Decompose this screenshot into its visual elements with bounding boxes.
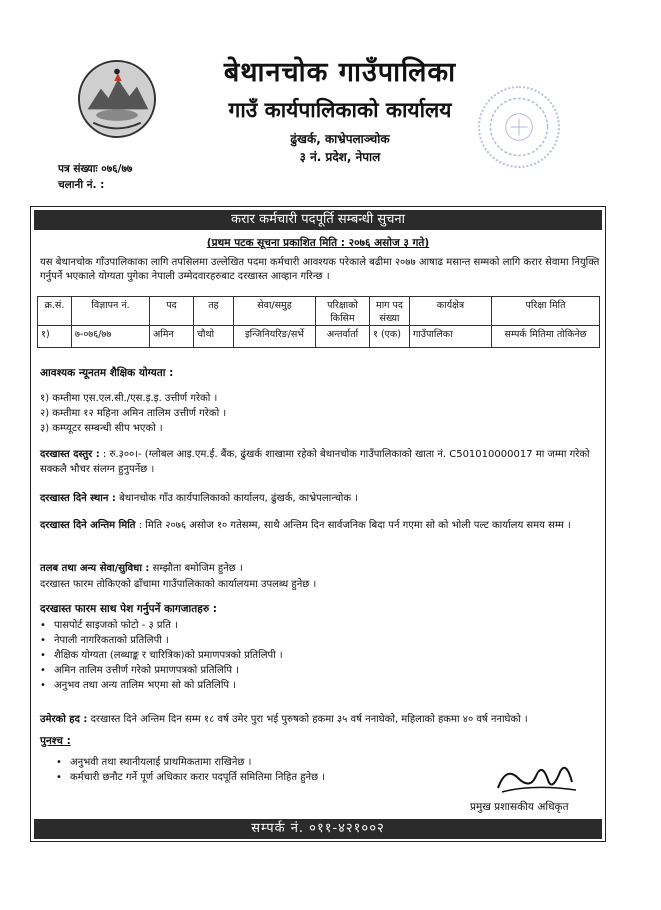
col-serial: क्र.सं. [38, 297, 72, 326]
list-item: • नेपाली नागरिकताको प्रतिलिपी । [40, 635, 169, 646]
deadline-label: दरखास्त दिने अन्तिम मिति [40, 520, 136, 531]
col-level: तह [194, 297, 234, 326]
col-exam-type: परिक्षाको किसिम [316, 297, 370, 326]
qualification-title: आवश्यक न्यूनतम शैक्षिक योग्यता : [40, 367, 174, 379]
cell-work-area: गाउँपालिका [410, 326, 492, 348]
cell-post: अमिन [150, 326, 194, 348]
col-exam-date: परिक्षा मिति [492, 297, 600, 326]
form-availability: दरखास्त फारम तोकिएको ढाँचामा गाउँपालिकाको कार्यालयमा उपलब्ध हुनेछ । [40, 579, 317, 590]
fee-label: दरखास्त दस्तुर : [40, 449, 100, 460]
signatory-title: प्रमुख प्रशासकीय अधिकृत [470, 801, 569, 813]
office-subtitle: गाउँ कार्यपालिकाको कार्यालय [228, 98, 452, 122]
list-item: • अनुभव तथा अन्य तालिम भएमा सो को प्रतिलिपि । [40, 680, 237, 691]
notice-heading: करार कर्मचारी पदपूर्ति सम्बन्धी सुचना [34, 210, 602, 230]
fee-text: : रु.३००।- (ग्लोबल आइ.एम.ई. बैंक, ढुंखर्क शाखामा रहेको बेथानचोक गाउँपालिकाको खाता नं. C501010000017 मा जम्मा गरेको सक्कलै भौचर संलग्न हुनुपर्नेछ । [40, 449, 590, 475]
document-item: शैक्षिक योग्यता (लब्धाङ्क र चारित्रिक)को प्रमाणपत्रको प्रतिलिपी । [54, 650, 283, 661]
age-paragraph [40, 712, 602, 727]
table-header-row [38, 297, 600, 326]
salary-paragraph [40, 561, 602, 576]
municipality-title: बेथानचोक गाउँपालिका [223, 57, 457, 88]
place-paragraph [40, 491, 602, 506]
letter-number: पत्र संख्याः ०७६/७७ [58, 163, 133, 175]
list-item: • शैक्षिक योग्यता (लब्धाङ्क र चारित्रिक)को प्रमाणपत्रको प्रतिलिपी । [40, 650, 283, 661]
place-text: बेथानचोक गाँउ कार्यपालिकाको कार्यालय, ढुंखर्क, काभ्रेपलान्चोक । [119, 493, 358, 504]
place-label: दरखास्त दिने स्थान : [40, 493, 116, 504]
dispatch-number: चलानी नं. : [58, 179, 105, 191]
document-item: नेपाली नागरिकताको प्रतिलिपी । [54, 635, 169, 646]
list-item: • पासपोर्ट साइजको फोटो - ३ प्रति । [40, 620, 178, 631]
salary-label: तलब तथा अन्य सेवा/सुविधा : [40, 563, 150, 574]
cell-demand-count: १ (एक) [370, 326, 410, 348]
notice-intro: यस बेथानचोक गाँउपालिकाका लागि तपसिलमा उल्लेखित पदमा कर्मचारी आवश्यक परेकाले बढीमा २०७७ आषाढ मसान्त सम्मको लागि करार सेवामा नियुक्ति गर्नुपर्ने भएकाले योग्यता पुगेका नेपाली उम्मेदवारहरुबाट दरखास्त आव्हान गरिन्छ । [40, 257, 600, 282]
col-service-group: सेवा/समुह [234, 297, 316, 326]
contact-footer: सम्पर्क नं. ०११-४२१००२ [34, 819, 602, 839]
list-item: • अनुभवी तथा स्थानीयलाई प्राथमिकतामा राखिनेछ । [56, 757, 252, 768]
qualification-item: ३) कम्प्यूटर सम्बन्धी सीप भएको । [40, 423, 163, 434]
cell-level: चौथो [194, 326, 234, 348]
list-item: • अमिन तालिम उत्तीर्ण गरेको प्रमाणपत्रको प्रतिलिपि । [40, 665, 240, 676]
salary-text: सम्झौता बमोजिम हुनेछ । [152, 563, 243, 574]
document-item: अनुभव तथा अन्य तालिम भएमा सो को प्रतिलिपि । [54, 680, 237, 691]
qualification-item: १) कम्तीमा एस.एल.सी./एस.इ.इ. उत्तीर्ण गरेको । [40, 393, 218, 404]
documents-title: दरखास्त फारम साथ पेश गर्नुपर्ने कागजातहरु : [40, 603, 217, 615]
document-item: पासपोर्ट साइजको फोटो - ३ प्रति । [54, 620, 178, 631]
cell-exam-date: सम्पर्क मितिमा तोकिनेछ [492, 326, 600, 348]
signature [492, 758, 582, 800]
table-row [38, 326, 600, 348]
col-work-area: कार्यक्षेत्र [410, 297, 492, 326]
list-item: • कर्मचारी छनौट गर्ने पूर्ण अधिकार करार पदपूर्ति समितिमा निहित हुनेछ । [56, 772, 326, 783]
deadline-text: : मिति २०७६ असोज १० गतेसम्म, साथै अन्तिम दिन सार्वजनिक बिदा पर्न गएमा सो को भोली पल्ट कार्यालय समय सम्म । [138, 520, 571, 531]
cell-serial: १) [38, 326, 72, 348]
note-item: कर्मचारी छनौट गर्ने पूर्ण अधिकार करार पदपूर्ति समितिमा निहित हुनेछ । [70, 772, 326, 783]
cell-exam-type: अन्तर्वार्ता [316, 326, 370, 348]
qualification-item: २) कम्तीमा १२ महिना अमिन तालिम उत्तीर्ण गरेको । [40, 408, 227, 419]
deadline-paragraph [40, 518, 602, 533]
col-demand-count: माग पद संख्या [370, 297, 410, 326]
publication-date: (प्रथम पटक सूचना प्रकाशित मिति : २०७६ असोज ३ गते) [206, 237, 430, 249]
address-line-1: ढुंखर्क, काभ्रेपलाञ्चोक [290, 132, 390, 146]
age-text: दरखास्त दिने अन्तिम दिन सम्म १८ वर्ष उमेर पुरा भई पुरुषको हकमा ३५ वर्ष ननाघेको, महिलाको हकमा ४० वर्ष ननाघेको । [90, 714, 528, 725]
col-post: पद [150, 297, 194, 326]
notes-title: पुनश्च : [40, 735, 71, 747]
nepal-emblem-logo [78, 60, 156, 138]
col-ad-no: विज्ञापन नं. [72, 297, 150, 326]
address-line-2: ३ नं. प्रदेश, नेपाल [299, 150, 381, 164]
fee-paragraph [40, 447, 602, 477]
vacancy-table [37, 296, 600, 348]
cell-ad-no: ७-०७६/७७ [72, 326, 150, 348]
age-label: उमेरको हद : [40, 714, 88, 725]
cell-service-group: इन्जिनियरिङ/सर्भे [234, 326, 316, 348]
office-stamp [478, 86, 560, 168]
document-item: अमिन तालिम उत्तीर्ण गरेको प्रमाणपत्रको प्रतिलिपि । [54, 665, 240, 676]
note-item: अनुभवी तथा स्थानीयलाई प्राथमिकतामा राखिनेछ । [70, 757, 252, 768]
